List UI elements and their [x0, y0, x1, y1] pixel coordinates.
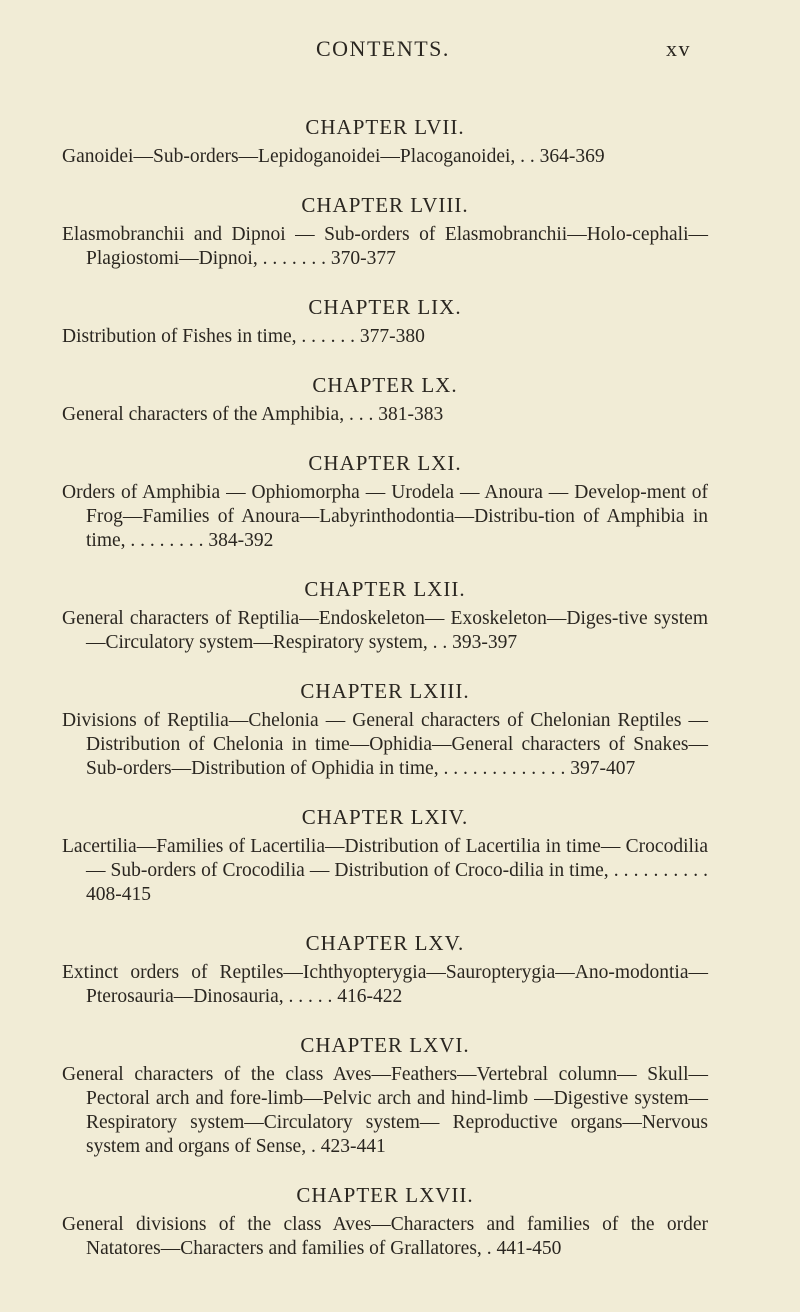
chapter-heading: CHAPTER LVIII. [301, 193, 469, 217]
dot-leaders: . . . [344, 404, 379, 425]
chapter-topics: General characters of the Amphibia, [62, 404, 345, 425]
dot-leaders: . . . . . . . . . . . . . [438, 758, 571, 779]
page-range: 384-392 [208, 530, 274, 551]
chapter-description [62, 325, 708, 349]
chapter-heading: CHAPTER LXV. [305, 931, 465, 955]
chapter-heading: CHAPTER LXIII. [300, 679, 470, 703]
page-range: 370-377 [330, 248, 396, 269]
chapter-heading: CHAPTER LXIV. [301, 805, 469, 829]
chapter-topics: General characters of Reptilia—Endoskeleton— Exoskeleton—Diges-tive system—Circulatory system—Respiratory system, [62, 608, 708, 653]
chapter-description [62, 709, 708, 781]
dot-leaders: . . . . . . . [257, 248, 331, 269]
contents-entry [62, 189, 708, 271]
page-range: 441-450 [496, 1238, 562, 1259]
chapter-heading: CHAPTER LIX. [308, 295, 462, 319]
contents-entry [62, 369, 708, 427]
page-range: 377-380 [359, 326, 425, 347]
chapter-topics: Lacertilia—Families of Lacertilia—Distribution of Lacertilia in time— Crocodilia — Sub-orders of Crocodilia — Distribution of Croco-dilia in time, [62, 836, 708, 881]
dot-leaders: . . . . . [283, 986, 338, 1007]
contents-entry [62, 927, 708, 1009]
page-range: 393-397 [452, 632, 518, 653]
chapter-description [62, 835, 708, 907]
page-range: 364-369 [539, 146, 605, 167]
dot-leaders: . . [515, 146, 540, 167]
chapter-heading: CHAPTER LXVI. [300, 1033, 470, 1057]
dot-leaders: . . . . . . . . . . [608, 860, 709, 881]
dot-leaders: . [481, 1238, 497, 1259]
page-range: 416-422 [337, 986, 403, 1007]
page-number: xv [666, 36, 691, 61]
chapter-description [62, 403, 708, 427]
chapter-topics: Distribution of Fishes in time, [62, 326, 297, 347]
chapter-topics: Divisions of Reptilia—Chelonia — General characters of Chelonian Reptiles — Distribution of Chelonia in time—Ophidia—General characters of Snakes—Sub-orders—Distribution of Ophidia in time, [62, 710, 708, 779]
chapter-heading: CHAPTER LXVII. [296, 1183, 474, 1207]
contents-entry [62, 573, 708, 655]
contents-entry [62, 291, 708, 349]
chapter-heading: CHAPTER LX. [312, 373, 458, 397]
chapter-description [62, 481, 708, 553]
contents-entry [62, 801, 708, 907]
page-range: 397-407 [570, 758, 636, 779]
dot-leaders: . [306, 1136, 321, 1157]
running-head-title: CONTENTS. [316, 36, 450, 61]
chapter-topics: Orders of Amphibia — Ophiomorpha — Urodela — Anoura — Develop-ment of Frog—Families of Anoura—Labyrinthodontia—Distribu-tion of Amphibia in time, [62, 482, 708, 551]
chapter-description [62, 145, 708, 169]
contents-entry [62, 675, 708, 781]
chapter-heading: CHAPTER LXII. [304, 577, 466, 601]
contents-entry [62, 1179, 708, 1261]
contents-entry [62, 447, 708, 553]
chapter-description [62, 961, 708, 1009]
dot-leaders: . . . . . . . . [125, 530, 209, 551]
chapter-topics: Ganoidei—Sub-orders—Lepidoganoidei—Placoganoidei, [62, 146, 516, 167]
chapter-topics: Elasmobranchii and Dipnoi — Sub-orders of Elasmobranchii—Holo-cephali—Plagiostomi—Dipnoi, [62, 224, 708, 269]
dot-leaders: . . . . . . [296, 326, 360, 347]
chapter-description [62, 223, 708, 271]
chapter-description [62, 1063, 708, 1159]
chapter-topics: General characters of the class Aves—Feathers—Vertebral column— Skull—Pectoral arch and fore-limb—Pelvic arch and hind-limb —Digestive system—Respiratory system—Circulatory system— Reproductive organs—Nervous system and organs of Sense, [62, 1064, 708, 1157]
chapter-topics: Extinct orders of Reptiles—Ichthyopterygia—Sauropterygia—Ano-modontia—Pterosauria—Dinosauria, [62, 962, 708, 1007]
contents-list [62, 111, 708, 1281]
contents-entry [62, 111, 708, 169]
page-range: 408-415 [86, 884, 151, 905]
chapter-description [62, 1213, 708, 1261]
chapter-topics: General divisions of the class Aves—Characters and families of the order Natatores—Characters and families of Grallatores, [62, 1214, 708, 1259]
chapter-heading: CHAPTER LVII. [305, 115, 465, 139]
page-range: 381-383 [378, 404, 444, 425]
chapter-heading: CHAPTER LXI. [308, 451, 462, 475]
chapter-description [62, 607, 708, 655]
page-range: 423-441 [320, 1136, 386, 1157]
dot-leaders: . . [427, 632, 453, 653]
contents-entry [62, 1029, 708, 1159]
